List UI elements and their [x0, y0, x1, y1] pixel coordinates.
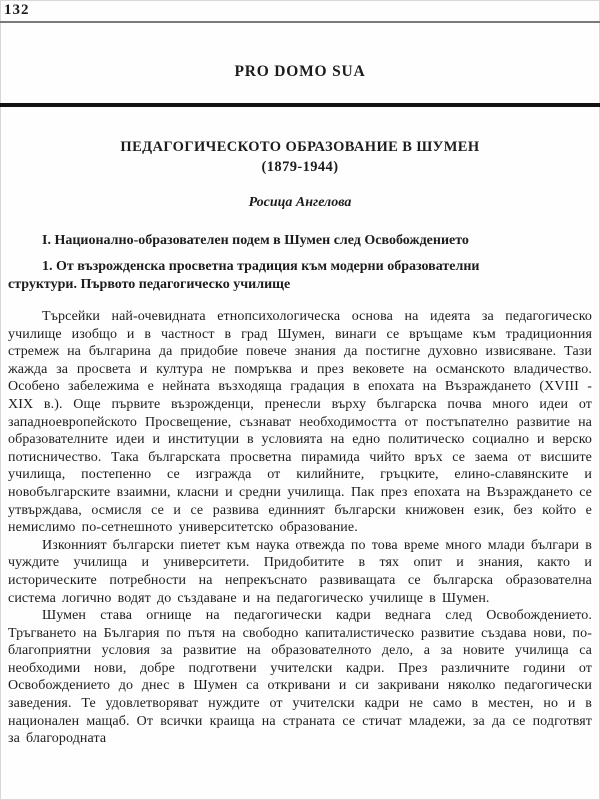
- article-title-line-1: ПЕДАГОГИЧЕСКОТО ОБРАЗОВАНИЕ В ШУМЕН: [120, 139, 480, 155]
- article-title: [8, 138, 592, 177]
- header-divider-thick: [0, 103, 600, 107]
- page-number: 132: [4, 2, 30, 18]
- subsection-heading-line-1: 1. От възрожденска просветна традиция към модерни образователни: [42, 259, 480, 274]
- article-title-years: (1879-1944): [261, 158, 339, 175]
- article-author: Росица Ангелова: [248, 195, 352, 210]
- subsection-heading: [8, 258, 592, 294]
- section-heading: I. Национално-образователен подем в Шумен след Освобождението: [42, 233, 469, 248]
- article-body: [8, 308, 592, 748]
- article-content: [8, 138, 592, 748]
- running-header: PRO DOMO SUA: [234, 63, 366, 80]
- body-paragraph: Шумен става огнище на педагогически кадри веднага след Освобождението. Тръгването на България по пътя на свободно капиталистическо развитие създава нови, по-благоприятни условия за развитие на образователното дело, а за новите училища са необходими нови, добре подготвени учителски кадри. През различните години от Освобождението до днес в Шумен са откривани и си закривани няколко педагогически заведения. Те удовлетворяват нуждите от учителски кадри не само в местен, но и в национален мащаб. От всички краища на страната се стичат младежи, за да се подготвят за благородната: [8, 608, 592, 747]
- subsection-heading-line-2: структури. Първото педагогическо училище: [8, 277, 291, 292]
- header-divider-thin: [0, 21, 600, 23]
- body-paragraph: Изконният български пиетет към наука отвежда по това време много млади българи в чуждите училища и университети. Придобитите в тях опит и знания, както и историческите потребности на непрекъснато развиващата се българска образователна система логично водят до създаване и на педагогическо училище в Шумен.: [8, 537, 592, 606]
- body-paragraph: Търсейки най-очевидната етнопсихологическа основа на идеята за педагогическо училище изобщо и в частност в град Шумен, винаги се връщаме към традиционния стремеж на българина да придобие повече знания да постигне духовно извисяване. Тази жажда за просвета и култура не помръква и през вековете на османското владичество. Особено забележима е нейната възходяща градация в епохата на Възраждането (XVIII - XIX в.). Още първите възрожденци, пренесли върху българска почва много идеи от западноевропейското Просвещение, съзнават необходимостта от постъпателно развитие на образователните идеи и институции в условията на едно политическо социално и верско потисничество. Така българската просветна пирамида чийто връх се заема от висшите училища, постепенно се изгражда от килийните, гръцките, елино-славянските и новобългарските взаимни, класни и средни училища. Пак през епохата на Възраждането се утвърждава, осмисля се и се развива единният български книжовен език, без който е немислимо по-сетнешното университетско образование.: [8, 309, 592, 536]
